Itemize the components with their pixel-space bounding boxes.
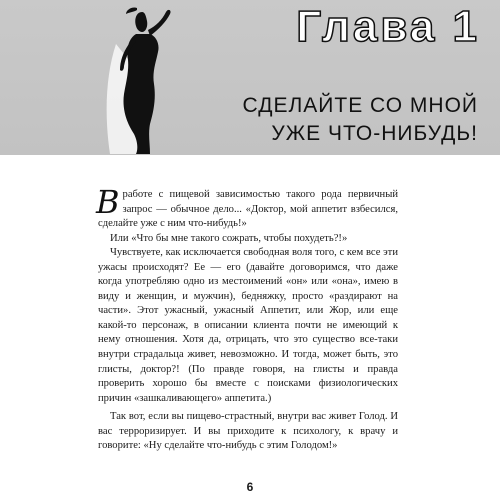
page-number: 6	[246, 480, 254, 494]
body-text	[96, 183, 398, 454]
paragraph: Чувствуете, как исключается свободная воля того, с кем все эти ужасы происходят? Ее — его (давайте договоримся, что даже когда употребляю одно из местоимений «он» или «она», имею в виду и женщин, и мужчин), бедняжку, просто «раздирают на части». Этот ужасный, ужасный Аппетит, или Жор, или еще какой-то персонаж, в описании клиента почти не имеющий к нему отношения. Хотя да, отрицать, что это существо все-таки внутри страдальца живет, невозможно. И тогда, может быть, это глисты, доктор?! (По правде говоря, на глисты и правда проверить хорошо бы вместе с поисками физиологических причин «зашкаливающего» аппетита.)	[98, 247, 398, 404]
chapter-label: Глава 1	[296, 2, 480, 51]
woman-silhouette-icon	[96, 4, 188, 154]
chapter-title-line: СДЕЛАЙТЕ СО МНОЙ	[242, 94, 478, 117]
paragraph: Так вот, если вы пищево-страстный, внутри вас живет Голод. И вас терроризирует. И вы приходите к психологу, к врачу и говорите: «Ну сделайте что-нибудь с этим Голодом!»	[98, 411, 398, 452]
chapter-title	[243, 92, 478, 148]
chapter-header-band	[0, 0, 500, 158]
chapter-title-line: УЖЕ ЧТО-НИБУДЬ!	[271, 122, 478, 145]
paragraph-text: работе с пищевой зависимостью такого рода первичный запрос — обычное дело... «Доктор, мой аппетит взбесился, сделайте уже с ним что-нибудь!»	[98, 189, 398, 230]
paragraph: Или «Что бы мне такого сожрать, чтобы похудеть?!»	[110, 232, 348, 244]
drop-cap: В	[96, 183, 120, 221]
paragraph	[96, 183, 398, 232]
